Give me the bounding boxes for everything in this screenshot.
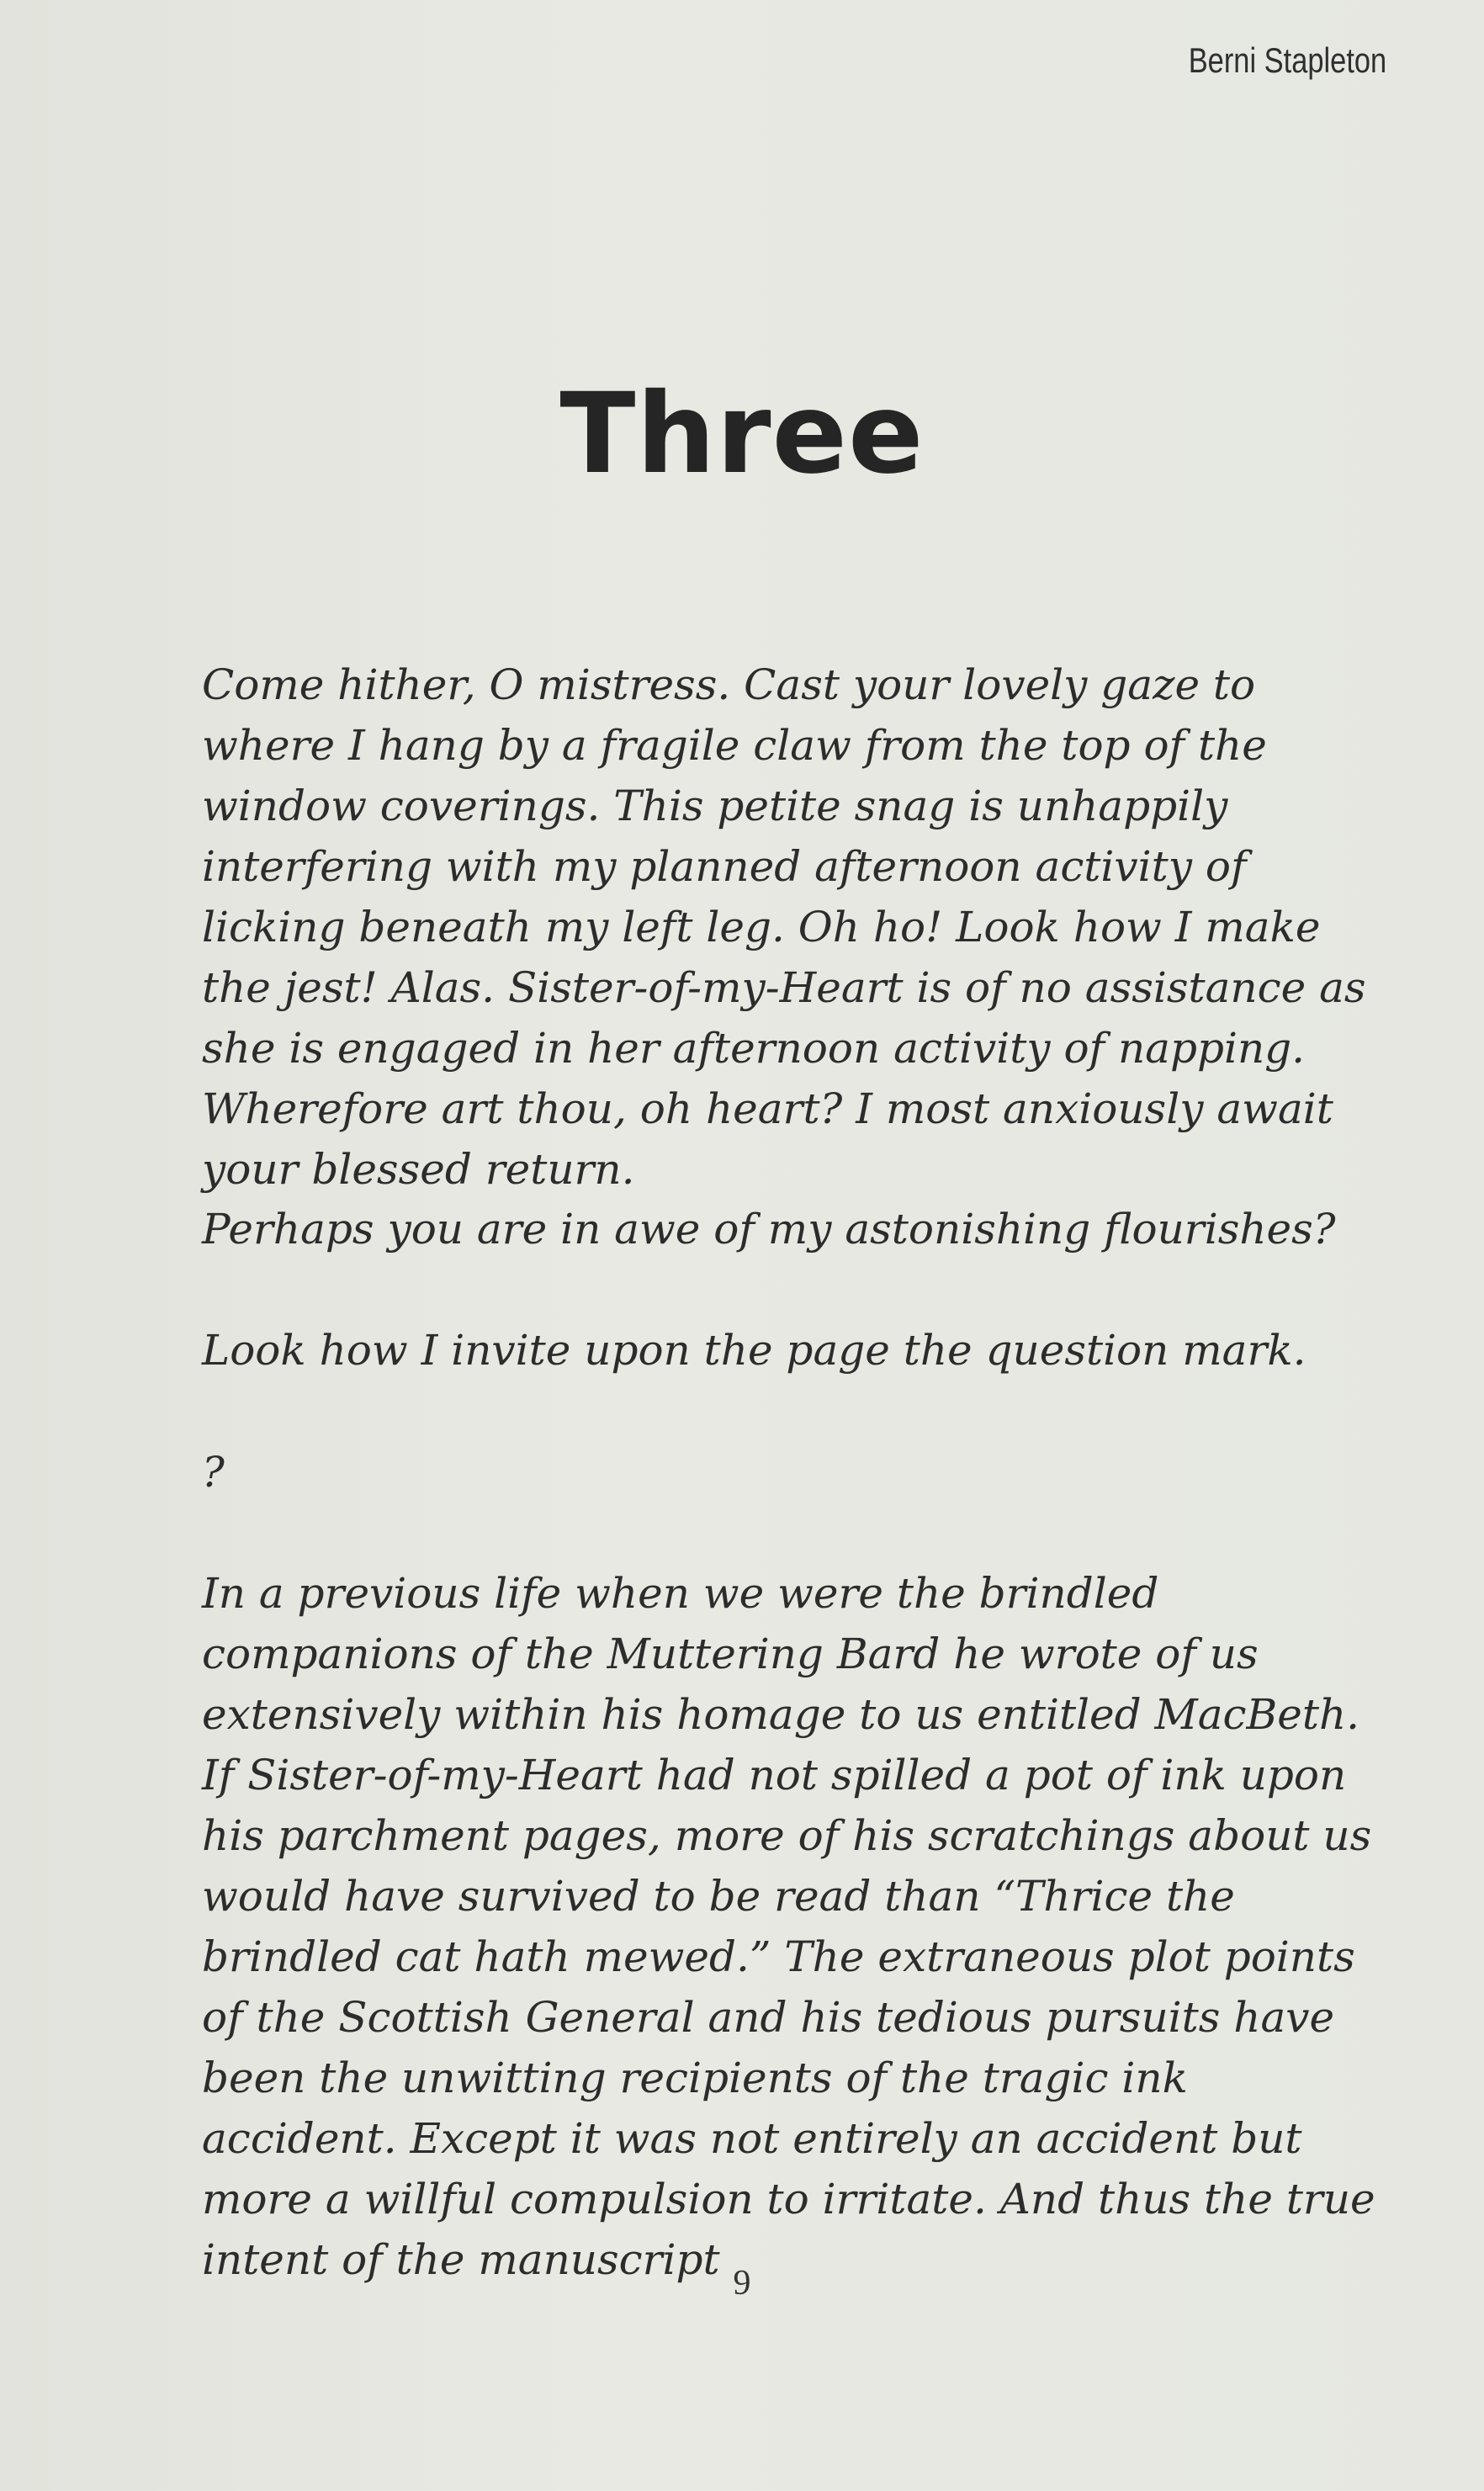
paragraph-1: Come hither, O mistress. Cast your lovely gaze to where I hang by a fragile claw from the top of the window coverings. This petite snag is unhappily interfering with my planned afternoon activity of licking beneath my left leg. Oh ho! Look how I make the jest! Alas. Sister-of-my-Heart is of no assistance as she is engaged in her afternoon activity of napping. Wherefore art thou, oh heart? I most anxiously await your blessed return. [202,660,1366,1194]
paragraph-2: Perhaps you are in awe of my astonishing flourishes? [202,1205,1336,1253]
paragraph-3: Look how I invite upon the page the question mark. [202,1326,1306,1375]
paragraph-5: In a previous life when we were the brindled companions of the Muttering Bard he wrote of us extensively within his homage to us entitled MacBeth. If Sister-of-my-Heart had not spilled a pot of ink upon his parchment pages, more of his scratchings about us would have survived to be read than “Thrice the brindled cat hath mewed.” The extraneous plot points of the Scottish General and his tedious pursuits have been the unwitting recipients of the tragic ink accident. Except it was not entirely an accident but more a willful compulsion to irritate. And thus the true intent of the manuscript [202,1569,1375,2284]
page-number: 9 [733,2264,751,2303]
chapter-title: Three [559,369,925,499]
paragraph-4-question-mark: ? [202,1448,225,1497]
running-head-author: Berni Stapleton [1188,40,1386,80]
